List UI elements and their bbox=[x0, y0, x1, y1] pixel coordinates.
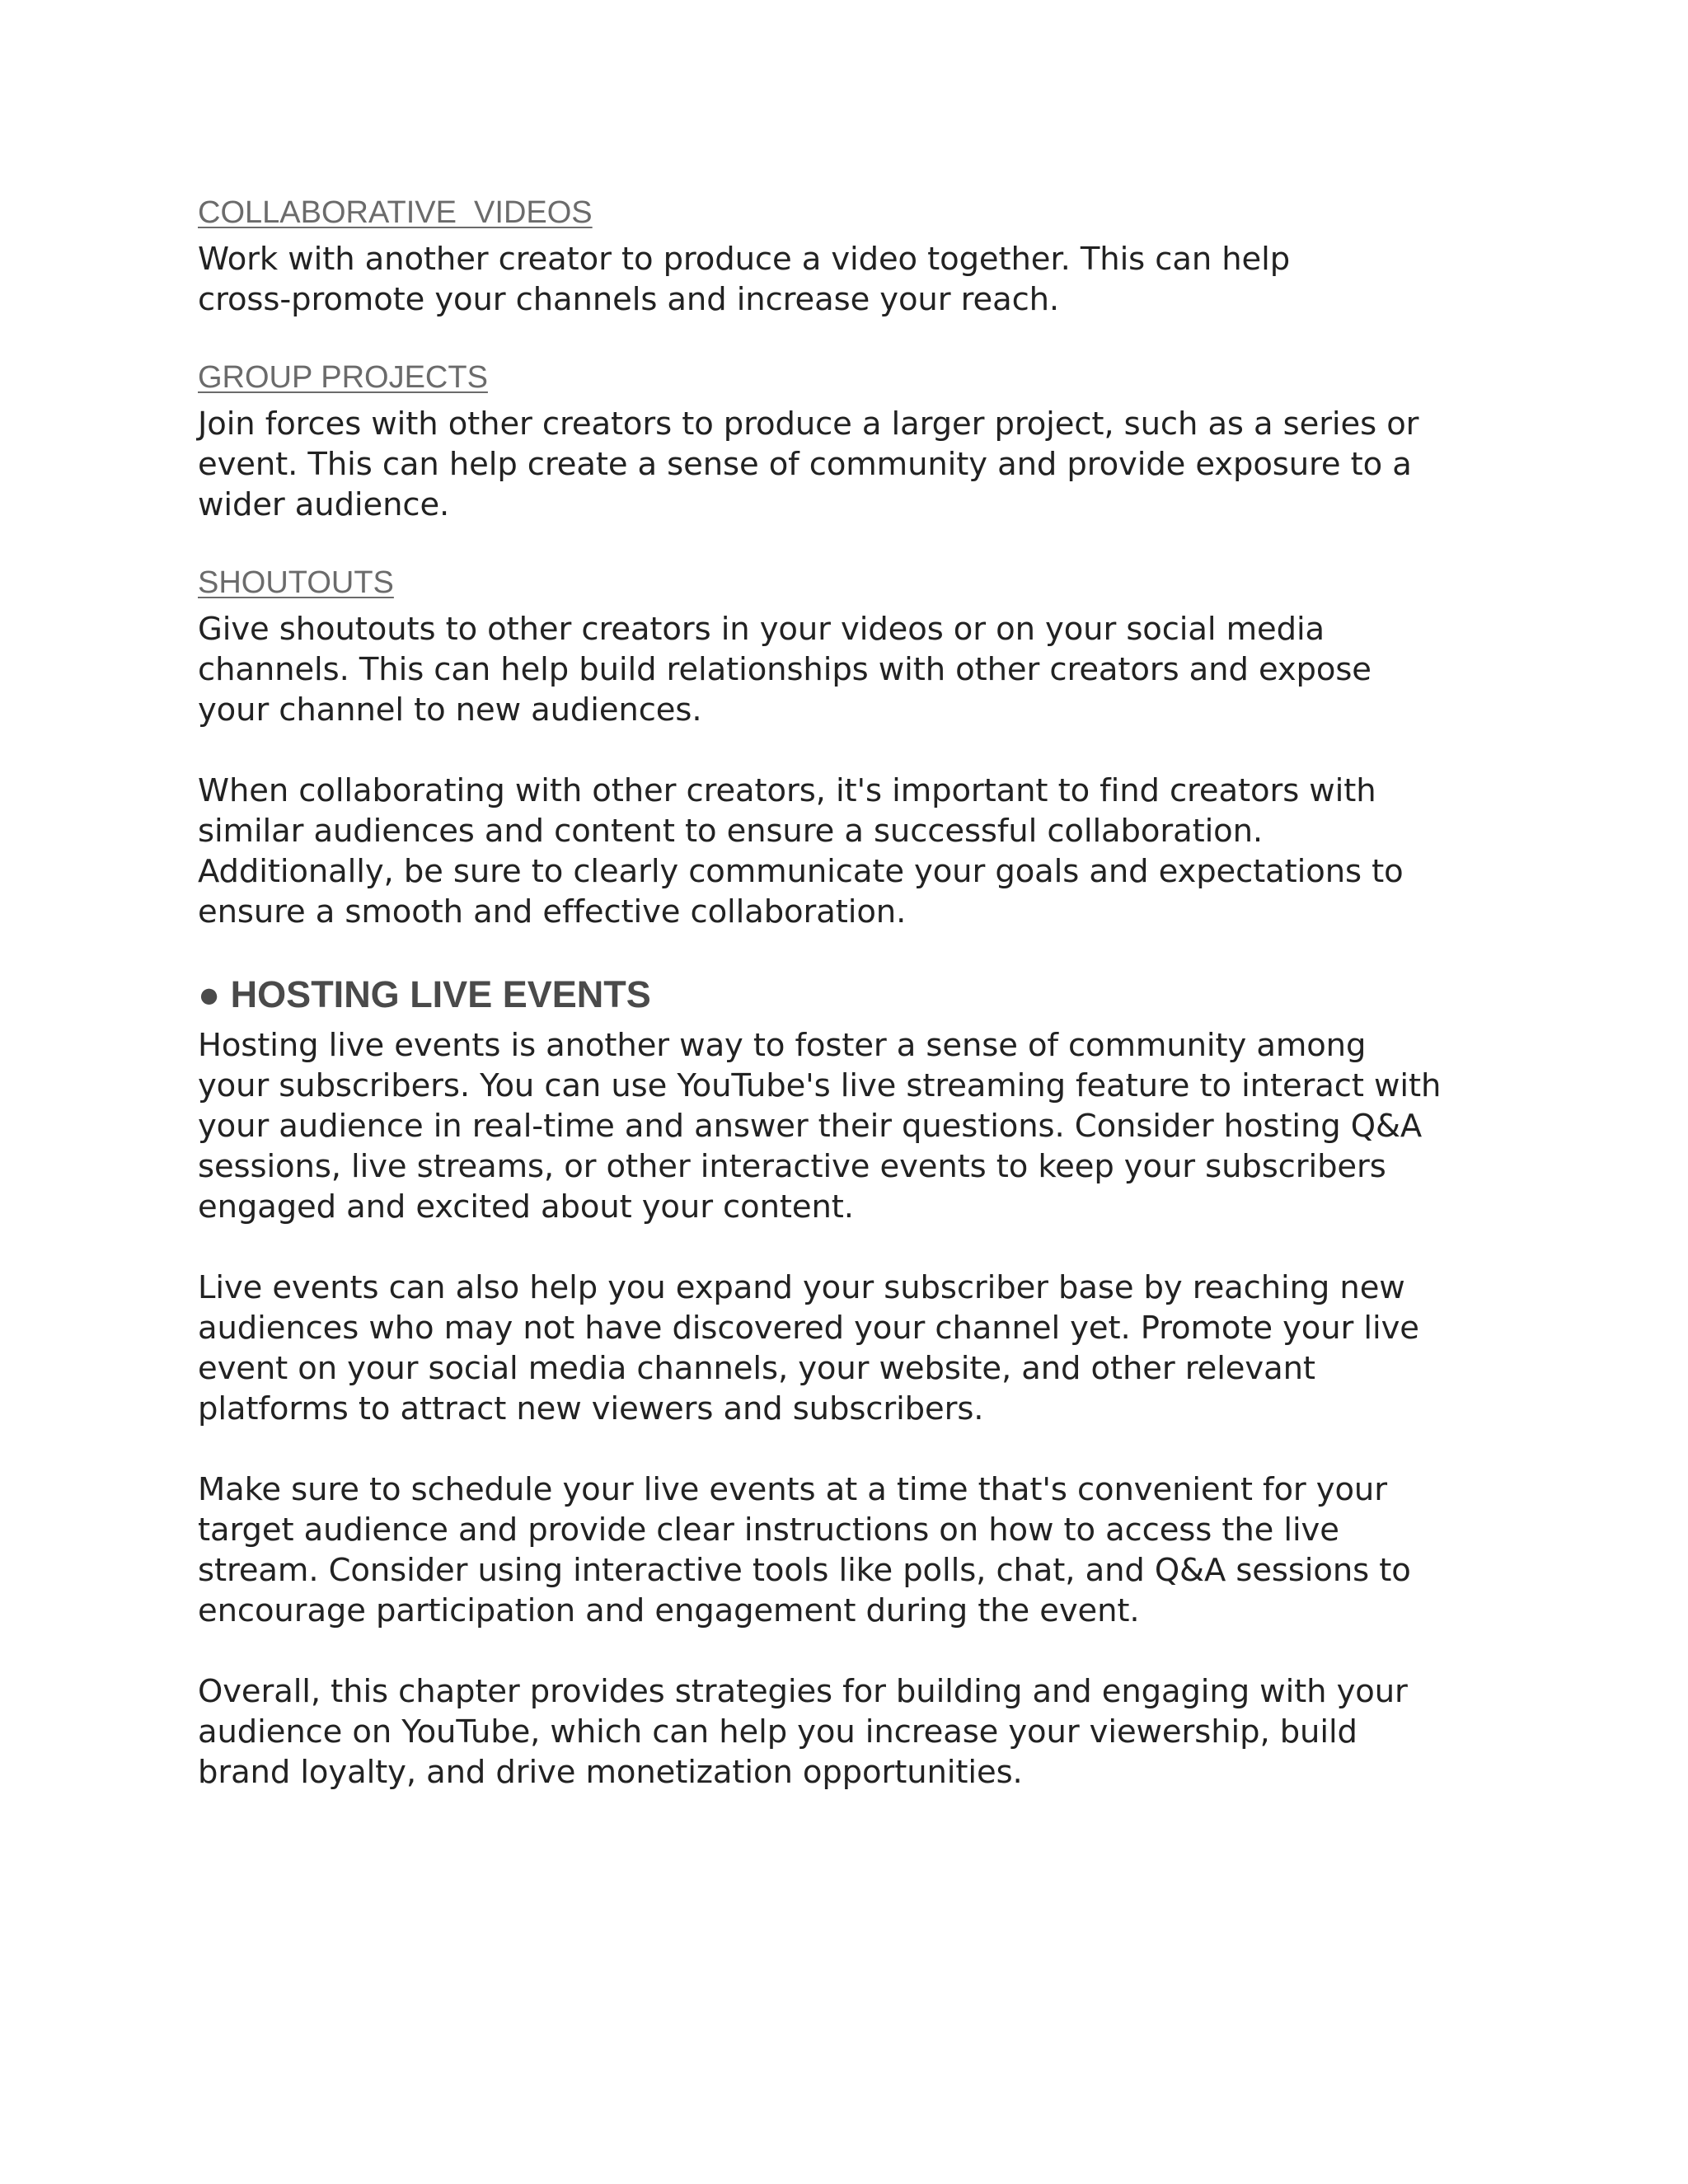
text-line: event on your social media channels, your website, and other relevant bbox=[198, 1350, 1315, 1387]
text-line: similar audiences and content to ensure a successful collaboration. bbox=[198, 813, 1264, 850]
text-line: Additionally, be sure to clearly communicate your goals and expectations to bbox=[198, 853, 1404, 890]
text-line: Give shoutouts to other creators in your videos or on your social media bbox=[198, 611, 1325, 648]
text-line: audience on YouTube, which can help you increase your viewership, build bbox=[198, 1713, 1357, 1750]
text-line: platforms to attract new viewers and subscribers. bbox=[198, 1390, 984, 1427]
collaborative-videos-body bbox=[198, 239, 1550, 320]
text-line: wider audience. bbox=[198, 486, 450, 523]
live-events-paragraph-3 bbox=[198, 1469, 1550, 1631]
text-line: your audience in real-time and answer their questions. Consider hosting Q&A bbox=[198, 1108, 1423, 1145]
shoutouts-heading: SHOUTOUTS bbox=[198, 565, 394, 600]
shoutouts-body bbox=[198, 609, 1550, 730]
group-projects-body bbox=[198, 404, 1550, 525]
text-line: ensure a smooth and effective collaboration. bbox=[198, 893, 907, 930]
text-line: Hosting live events is another way to foster a sense of community among bbox=[198, 1027, 1367, 1064]
live-events-paragraph-2 bbox=[198, 1268, 1550, 1429]
document-page bbox=[198, 191, 1550, 1793]
text-line: sessions, live streams, or other interactive events to keep your subscribers bbox=[198, 1148, 1386, 1185]
text-line: Overall, this chapter provides strategies for building and engaging with your bbox=[198, 1673, 1408, 1710]
text-line: your channel to new audiences. bbox=[198, 691, 702, 729]
text-line: event. This can help create a sense of community and provide exposure to a bbox=[198, 446, 1412, 483]
text-line: Work with another creator to produce a video together. This can help bbox=[198, 241, 1291, 278]
text-line: audiences who may not have discovered your channel yet. Promote your live bbox=[198, 1310, 1419, 1347]
text-line: cross-promote your channels and increase your reach. bbox=[198, 281, 1060, 318]
text-line: your subscribers. You can use YouTube's live streaming feature to interact with bbox=[198, 1067, 1442, 1104]
hosting-live-events-heading: ● HOSTING LIVE EVENTS bbox=[198, 973, 651, 1015]
text-line: engaged and excited about your content. bbox=[198, 1188, 854, 1226]
collaborative-videos-heading: COLLABORATIVE VIDEOS bbox=[198, 195, 593, 230]
chapter-summary-paragraph bbox=[198, 1671, 1550, 1793]
text-line: When collaborating with other creators, it's important to find creators with bbox=[198, 772, 1376, 809]
collaboration-note bbox=[198, 771, 1550, 932]
text-line: Live events can also help you expand your subscriber base by reaching new bbox=[198, 1269, 1405, 1306]
text-line: encourage participation and engagement during the event. bbox=[198, 1592, 1140, 1629]
text-line: Join forces with other creators to produce a larger project, such as a series or bbox=[198, 405, 1419, 443]
group-projects-heading: GROUP PROJECTS bbox=[198, 360, 488, 395]
text-line: channels. This can help build relationships with other creators and expose bbox=[198, 651, 1372, 688]
text-line: target audience and provide clear instructions on how to access the live bbox=[198, 1511, 1339, 1549]
text-line: brand loyalty, and drive monetization opportunities. bbox=[198, 1754, 1023, 1791]
text-line: Make sure to schedule your live events at a time that's convenient for your bbox=[198, 1471, 1387, 1508]
text-line: stream. Consider using interactive tools like polls, chat, and Q&A sessions to bbox=[198, 1552, 1411, 1589]
live-events-paragraph-1 bbox=[198, 1025, 1550, 1227]
